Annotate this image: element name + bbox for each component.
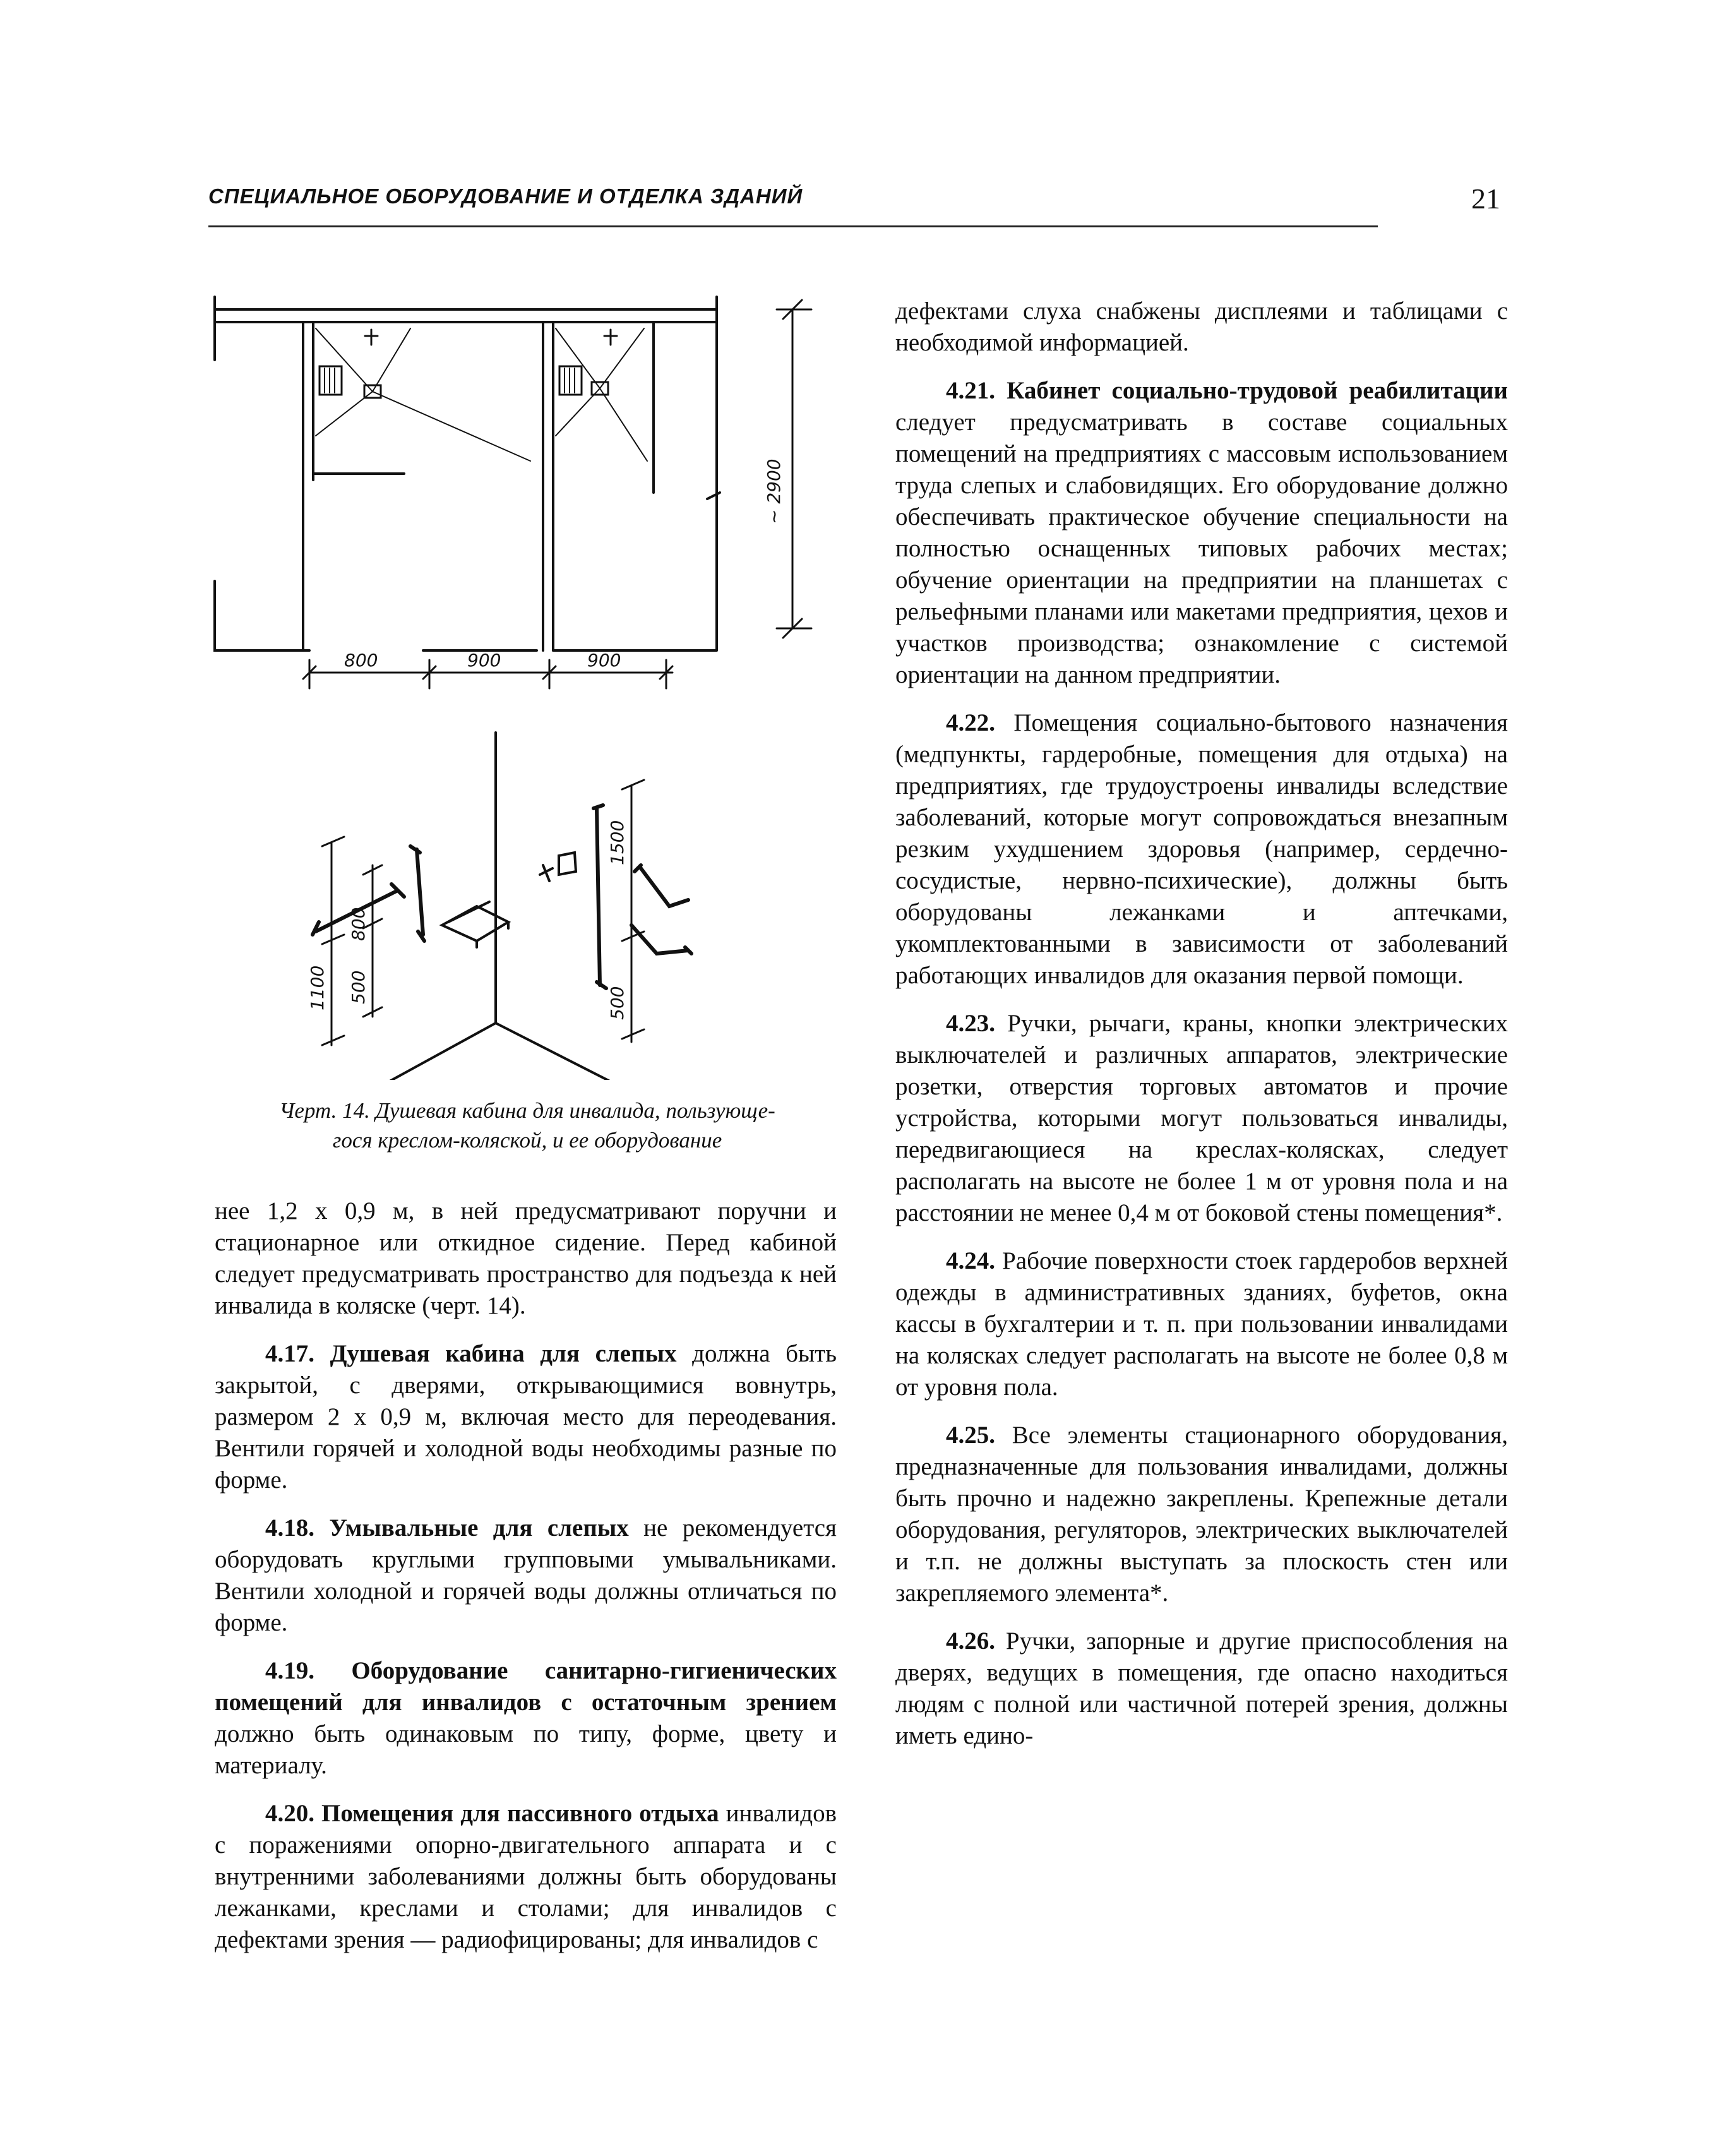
heading-4-24: 4.24.: [946, 1247, 995, 1274]
heading-4-23: 4.23.: [946, 1010, 995, 1037]
persp-shower-rail: [594, 805, 606, 988]
plan-left-wall: [215, 322, 309, 650]
dim-2900: ~ 2900: [763, 458, 784, 524]
figure-caption: [208, 1096, 846, 1155]
persp-right-grab-bars: [631, 865, 691, 954]
paragraph-4-19: [215, 1655, 837, 1782]
plan-seat-1: [320, 366, 342, 395]
paragraph-4-20: [215, 1798, 837, 1956]
dim-1500: 1500: [607, 820, 628, 865]
text-4-24: Рабочие поверхности стоек гардеробов верхней одежды в административных зданиях, буфетов, окна кассы в бухгалтерии и т. п. при пользовании инвалидами на колясках следует располагать на высоте не более 0,8 м от уровня пола.: [895, 1247, 1508, 1401]
text-4-19: должно быть одинаковым по типу, форме, цвету и материалу.: [215, 1720, 837, 1779]
heading-4-25: 4.25.: [946, 1422, 995, 1449]
plan-top-wall: [215, 297, 717, 322]
dim-800-plan: 800: [344, 650, 378, 671]
left-column: [215, 1195, 837, 1972]
plan-cabin1-floor-slope: [316, 328, 530, 461]
heading-4-17: 4.17. Душевая кабина для слепых: [265, 1340, 677, 1367]
text-4-17: должна быть закрытой, с дверями, открывающимися вовнутрь, размером 2 х 0,9 м, включая место для переодевания. Вентили горячей и холодной воды необходимы разные по форме.: [215, 1340, 837, 1494]
paragraph-4-23: [895, 1008, 1508, 1229]
text-4-18: не рекомендуется оборудовать круглыми групповыми умывальниками. Вентили холодной и горячей воды должны отличаться по форме.: [215, 1514, 837, 1636]
paragraph-4-25: [895, 1420, 1508, 1609]
heading-4-19: 4.19. Оборудование санитарно-гигиенических помещений для инвалидов с остаточным зрением: [215, 1657, 837, 1716]
heading-4-22: 4.22.: [946, 709, 995, 736]
paragraph-4-18: [215, 1512, 837, 1639]
dim-900-plan-b: 900: [587, 650, 621, 671]
persp-floor-right: [496, 1023, 669, 1080]
text-4-25: Все элементы стационарного оборудования, предназначенные для пользования инвалидами, должны быть прочно и надежно закреплены. Крепежные детали оборудования, регуляторов, электрических выключателей и т.п. не должны выступать за плоскость стен или закрепляемого элемента*.: [895, 1422, 1508, 1607]
heading-4-20: 4.20. Помещения для пассивного отдыха: [265, 1800, 719, 1827]
plan-seat-2: [559, 366, 582, 395]
plan-shower-1: [365, 330, 378, 345]
heading-4-18: 4.18. Умывальные для слепых: [265, 1514, 629, 1542]
dim-500-right: 500: [607, 986, 628, 1020]
dim-500-left: 500: [348, 970, 369, 1004]
text-4-21: следует предусматривать в составе социальных помещений на предприятиях с массовым использованием труда слепых и слабовидящих. Его оборудование должно обеспечивать практическое обучение специальности на полностью оснащенных типовых рабочих местах; обучение ориентации на предприятии на планшетах с рельефными планами или макетами предприятия, цехов и участков производства; ознакомление с системой ориентации на данном предприятии.: [895, 409, 1508, 688]
heading-4-26: 4.26.: [946, 1627, 995, 1655]
dim-800-persp: 800: [348, 907, 369, 941]
header-rule: [208, 225, 1378, 227]
plan-shower-2: [604, 330, 617, 345]
caption-line-2: гося креслом-коляской, и ее оборудование: [332, 1128, 722, 1153]
caption-line-1: Черт. 14. Душевая кабина для инвалида, пользующе-: [279, 1098, 775, 1123]
right-column: [895, 296, 1508, 1768]
dim-900-plan-a: 900: [467, 650, 501, 671]
text-4-26: Ручки, запорные и другие приспособления на дверях, ведущих в помещения, где опасно находиться людям с полной или частичной потерей зрения, должны иметь едино-: [895, 1627, 1508, 1749]
figure-shower-cabin: [189, 284, 846, 1080]
paragraph-continued: нее 1,2 х 0,9 м, в ней предусматривают поручни и стационарное или откидное сидение. Перед кабиной следует предусматривать пространство для подъезда к ней инвалида в коляске (черт. 14).: [215, 1197, 837, 1319]
paragraph-4-17: [215, 1338, 837, 1496]
text-4-23: Ручки, рычаги, краны, кнопки электрических выключателей и различных аппаратов, электрические розетки, отверстия торговых автоматов и прочие устройства, которыми могут пользоваться инвалиды, передвигающиеся на креслах-колясках, следует располагать на высоте не более 1 м от уровня пола и на расстоянии не менее 0,4 м от боковой стены помещения*.: [895, 1010, 1508, 1226]
persp-floor-left: [300, 1023, 496, 1080]
text-4-20: инвалидов с поражениями опорно-двигательного аппарата и с внутренними заболеваниями должны быть оборудованы лежанками, креслами и столами; для инвалидов с дефектами зрения — радиофицированы; для инвалидов с: [215, 1800, 837, 1953]
persp-seat: [442, 902, 508, 947]
paragraph-4-21: [895, 375, 1508, 691]
plan-cabin1-walls: [303, 322, 553, 650]
heading-4-21: 4.21. Кабинет социально-трудовой реабилитации: [946, 377, 1508, 404]
running-header: СПЕЦИАЛЬНОЕ ОБОРУДОВАНИЕ И ОТДЕЛКА ЗДАНИЙ: [208, 184, 803, 208]
paragraph-4-22: [895, 707, 1508, 991]
page-number: 21: [1471, 183, 1500, 215]
plan-cabin2-walls: [553, 493, 720, 650]
paragraph-4-24: [895, 1245, 1508, 1403]
paragraph-4-20-continued: дефектами слуха снабжены дисплеями и таблицами с необходимой информацией.: [895, 297, 1508, 356]
dim-1100: 1100: [307, 965, 328, 1010]
text-4-22: Помещения социально-бытового назначения (медпункты, гардеробные, помещения для отдыха) на предприятиях, где трудоустроены инвалиды вследствие заболеваний, которые могут сопровождаться внезапным резким ухудшением здоровья (например, сердечно-сосудистые, нервно-психические), должны быть оборудованы лежанками и аптечками, укомплектованными в зависимости от заболеваний работающих инвалидов для оказания первой помощи.: [895, 709, 1508, 989]
persp-shower-head: [540, 853, 576, 881]
paragraph-4-26: [895, 1626, 1508, 1752]
